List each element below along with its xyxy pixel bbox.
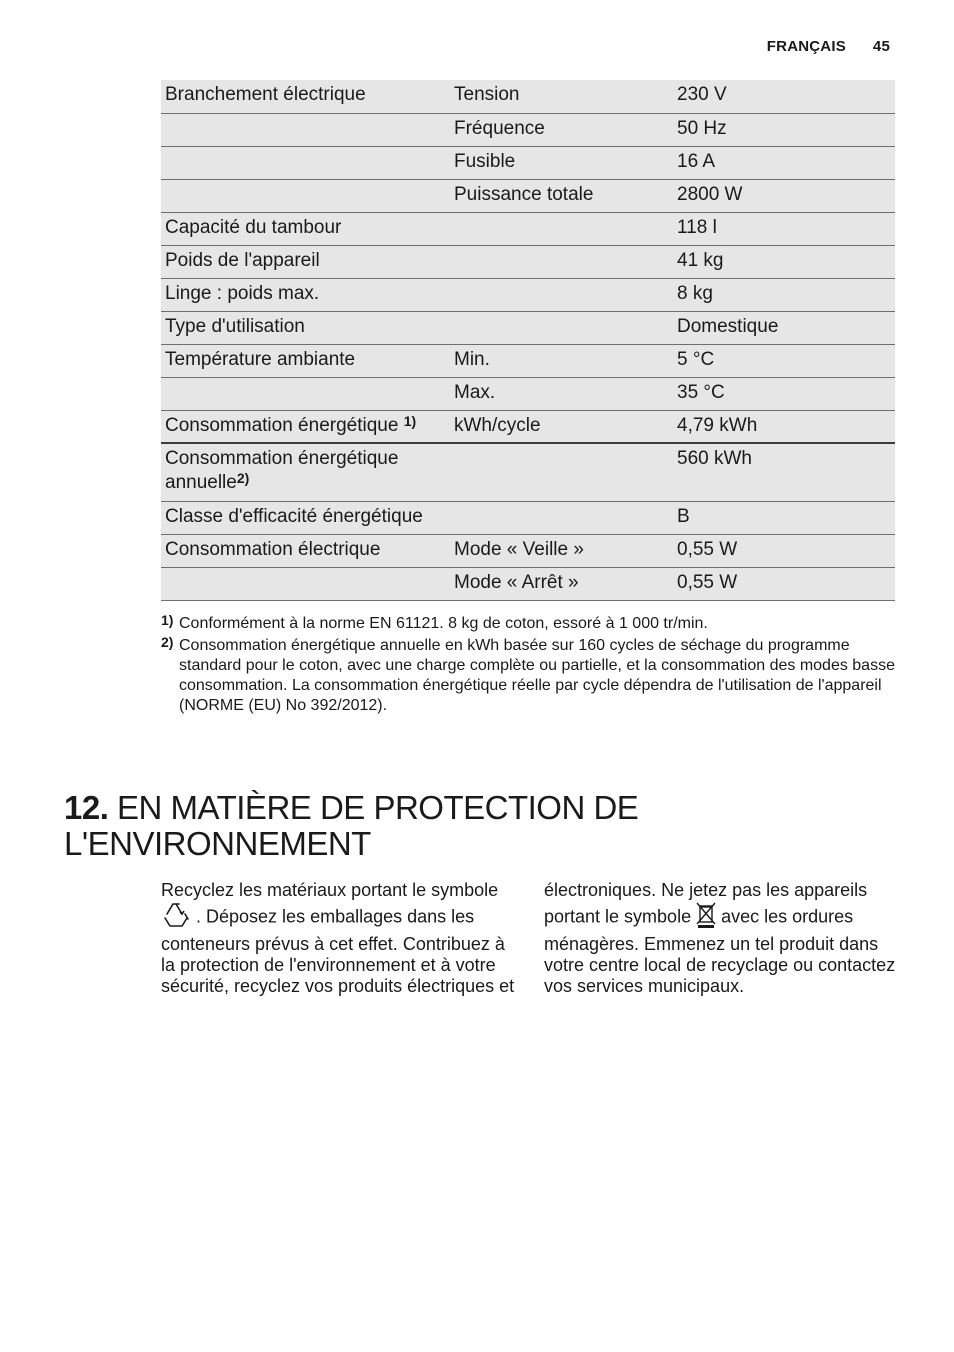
spec-value-cell: 41 kg bbox=[673, 245, 895, 278]
spec-value-cell: 0,55 W bbox=[673, 535, 895, 568]
spec-param-cell bbox=[450, 502, 673, 535]
spec-label-cell bbox=[161, 80, 450, 113]
spec-value-cell: 4,79 kWh bbox=[673, 410, 895, 443]
spec-label-cell bbox=[161, 212, 450, 245]
spec-param-cell: Tension bbox=[450, 80, 673, 113]
table-row bbox=[161, 245, 895, 278]
footnotes bbox=[161, 614, 895, 718]
spec-param-cell bbox=[450, 278, 673, 311]
spec-label-cell bbox=[161, 443, 450, 502]
technical-data-table bbox=[161, 80, 895, 601]
spec-label-cell bbox=[161, 410, 450, 443]
spec-param-cell: kWh/cycle bbox=[450, 410, 673, 443]
footnote-text: Consommation énergétique annuelle en kWh basée sur 160 cycles de séchage du programme standard pour le coton, avec une charge complète ou partielle, et la consommation des modes basse consommation. La consommation énergétique réelle par cycle dépendra de l'utilisation de l'appareil (NORME (EU) No 392/2012). bbox=[179, 637, 895, 714]
spec-param-cell bbox=[450, 311, 673, 344]
spec-label-cell bbox=[161, 502, 450, 535]
spec-label-cell bbox=[161, 568, 450, 601]
table-row bbox=[161, 535, 895, 568]
spec-label-cell bbox=[161, 311, 450, 344]
spec-param-cell: Mode « Arrêt » bbox=[450, 568, 673, 601]
environment-text-left bbox=[161, 880, 516, 997]
spec-value-cell: B bbox=[673, 502, 895, 535]
footnote-reference: 1) bbox=[403, 412, 417, 429]
spec-label-cell bbox=[161, 113, 450, 146]
spec-value-cell: 5 °C bbox=[673, 344, 895, 377]
spec-label: Consommation électrique bbox=[165, 539, 381, 560]
spec-param-cell: Puissance totale bbox=[450, 179, 673, 212]
spec-value-cell: 8 kg bbox=[673, 278, 895, 311]
spec-label-cell bbox=[161, 179, 450, 212]
recycle-text-start: Recyclez les matériaux portant le symbole bbox=[161, 880, 499, 900]
spec-value-cell: 50 Hz bbox=[673, 113, 895, 146]
table-row bbox=[161, 377, 895, 410]
table-row bbox=[161, 278, 895, 311]
spec-label-cell bbox=[161, 377, 450, 410]
table-row bbox=[161, 568, 895, 601]
spec-param-cell: Min. bbox=[450, 344, 673, 377]
spec-value-cell: 0,55 W bbox=[673, 568, 895, 601]
spec-value-cell: 2800 W bbox=[673, 179, 895, 212]
spec-value-cell: 118 l bbox=[673, 212, 895, 245]
spec-label-cell bbox=[161, 245, 450, 278]
footnote bbox=[161, 636, 895, 716]
table-row bbox=[161, 502, 895, 535]
spec-label: Capacité du tambour bbox=[165, 216, 342, 238]
footnote-reference: 2) bbox=[236, 470, 250, 486]
spec-label-cell bbox=[161, 278, 450, 311]
spec-label: Type d'utilisation bbox=[165, 315, 305, 337]
recycle-icon bbox=[161, 901, 191, 934]
recycle-text-end: . Déposez les emballages dans les conteneurs prévus à cet effet. Contribuez à la protection de l'environnement et à votre sécurité, recyclez vos produits électriques et bbox=[161, 906, 515, 996]
table-row bbox=[161, 113, 895, 146]
spec-label-cell bbox=[161, 146, 450, 179]
spec-param-cell bbox=[450, 245, 673, 278]
spec-param-cell: Fusible bbox=[450, 146, 673, 179]
table-row bbox=[161, 410, 895, 443]
environment-text-right bbox=[544, 880, 899, 997]
spec-value-cell: 230 V bbox=[673, 80, 895, 113]
spec-label: Linge : poids max. bbox=[165, 282, 320, 304]
spec-value-cell: 35 °C bbox=[673, 377, 895, 410]
page-number: 45 bbox=[872, 38, 890, 55]
table-row bbox=[161, 443, 895, 502]
spec-param-cell bbox=[450, 212, 673, 245]
spec-value-cell: Domestique bbox=[673, 311, 895, 344]
spec-param-cell bbox=[450, 443, 673, 502]
section-title-text: EN MATIÈRE DE PROTECTION DE L'ENVIRONNEMENT bbox=[64, 789, 639, 862]
spec-value-cell: 560 kWh bbox=[673, 443, 895, 502]
weee-text-start: électroniques. Ne jetez pas les appareils portant le symbole bbox=[544, 880, 868, 927]
spec-value-cell: 16 A bbox=[673, 146, 895, 179]
language-label: FRANÇAIS bbox=[766, 38, 846, 55]
section-heading bbox=[64, 790, 704, 862]
spec-label-cell bbox=[161, 535, 450, 568]
footnote-mark: 2) bbox=[161, 634, 174, 650]
footnote-text: Conformément à la norme EN 61121. 8 kg de coton, essoré à 1 000 tr/min. bbox=[179, 615, 708, 632]
spec-label: Consommation énergétique annuelle bbox=[165, 448, 399, 493]
page-header bbox=[767, 38, 890, 55]
weee-text-end: avec les ordures ménagères. Emmenez un tel produit dans votre centre local de recyclage ou contactez vos services municipaux. bbox=[544, 906, 896, 996]
spec-label: Poids de l'appareil bbox=[165, 249, 320, 271]
spec-label: Classe d'efficacité énergétique bbox=[165, 506, 423, 527]
table-row bbox=[161, 80, 895, 113]
spec-label: Température ambiante bbox=[165, 348, 356, 370]
spec-param-cell: Max. bbox=[450, 377, 673, 410]
table-row bbox=[161, 344, 895, 377]
spec-param-cell: Mode « Veille » bbox=[450, 535, 673, 568]
section-number: 12. bbox=[64, 789, 109, 826]
spec-label: Consommation énergétique bbox=[165, 414, 404, 436]
spec-param-cell: Fréquence bbox=[450, 113, 673, 146]
table-row bbox=[161, 146, 895, 179]
footnote-mark: 1) bbox=[161, 612, 174, 628]
crossed-out-bin-icon bbox=[696, 901, 716, 934]
table-row bbox=[161, 311, 895, 344]
table-row bbox=[161, 179, 895, 212]
spec-label-cell bbox=[161, 344, 450, 377]
spec-label: Branchement électrique bbox=[165, 84, 366, 105]
table-row bbox=[161, 212, 895, 245]
footnote bbox=[161, 614, 895, 634]
